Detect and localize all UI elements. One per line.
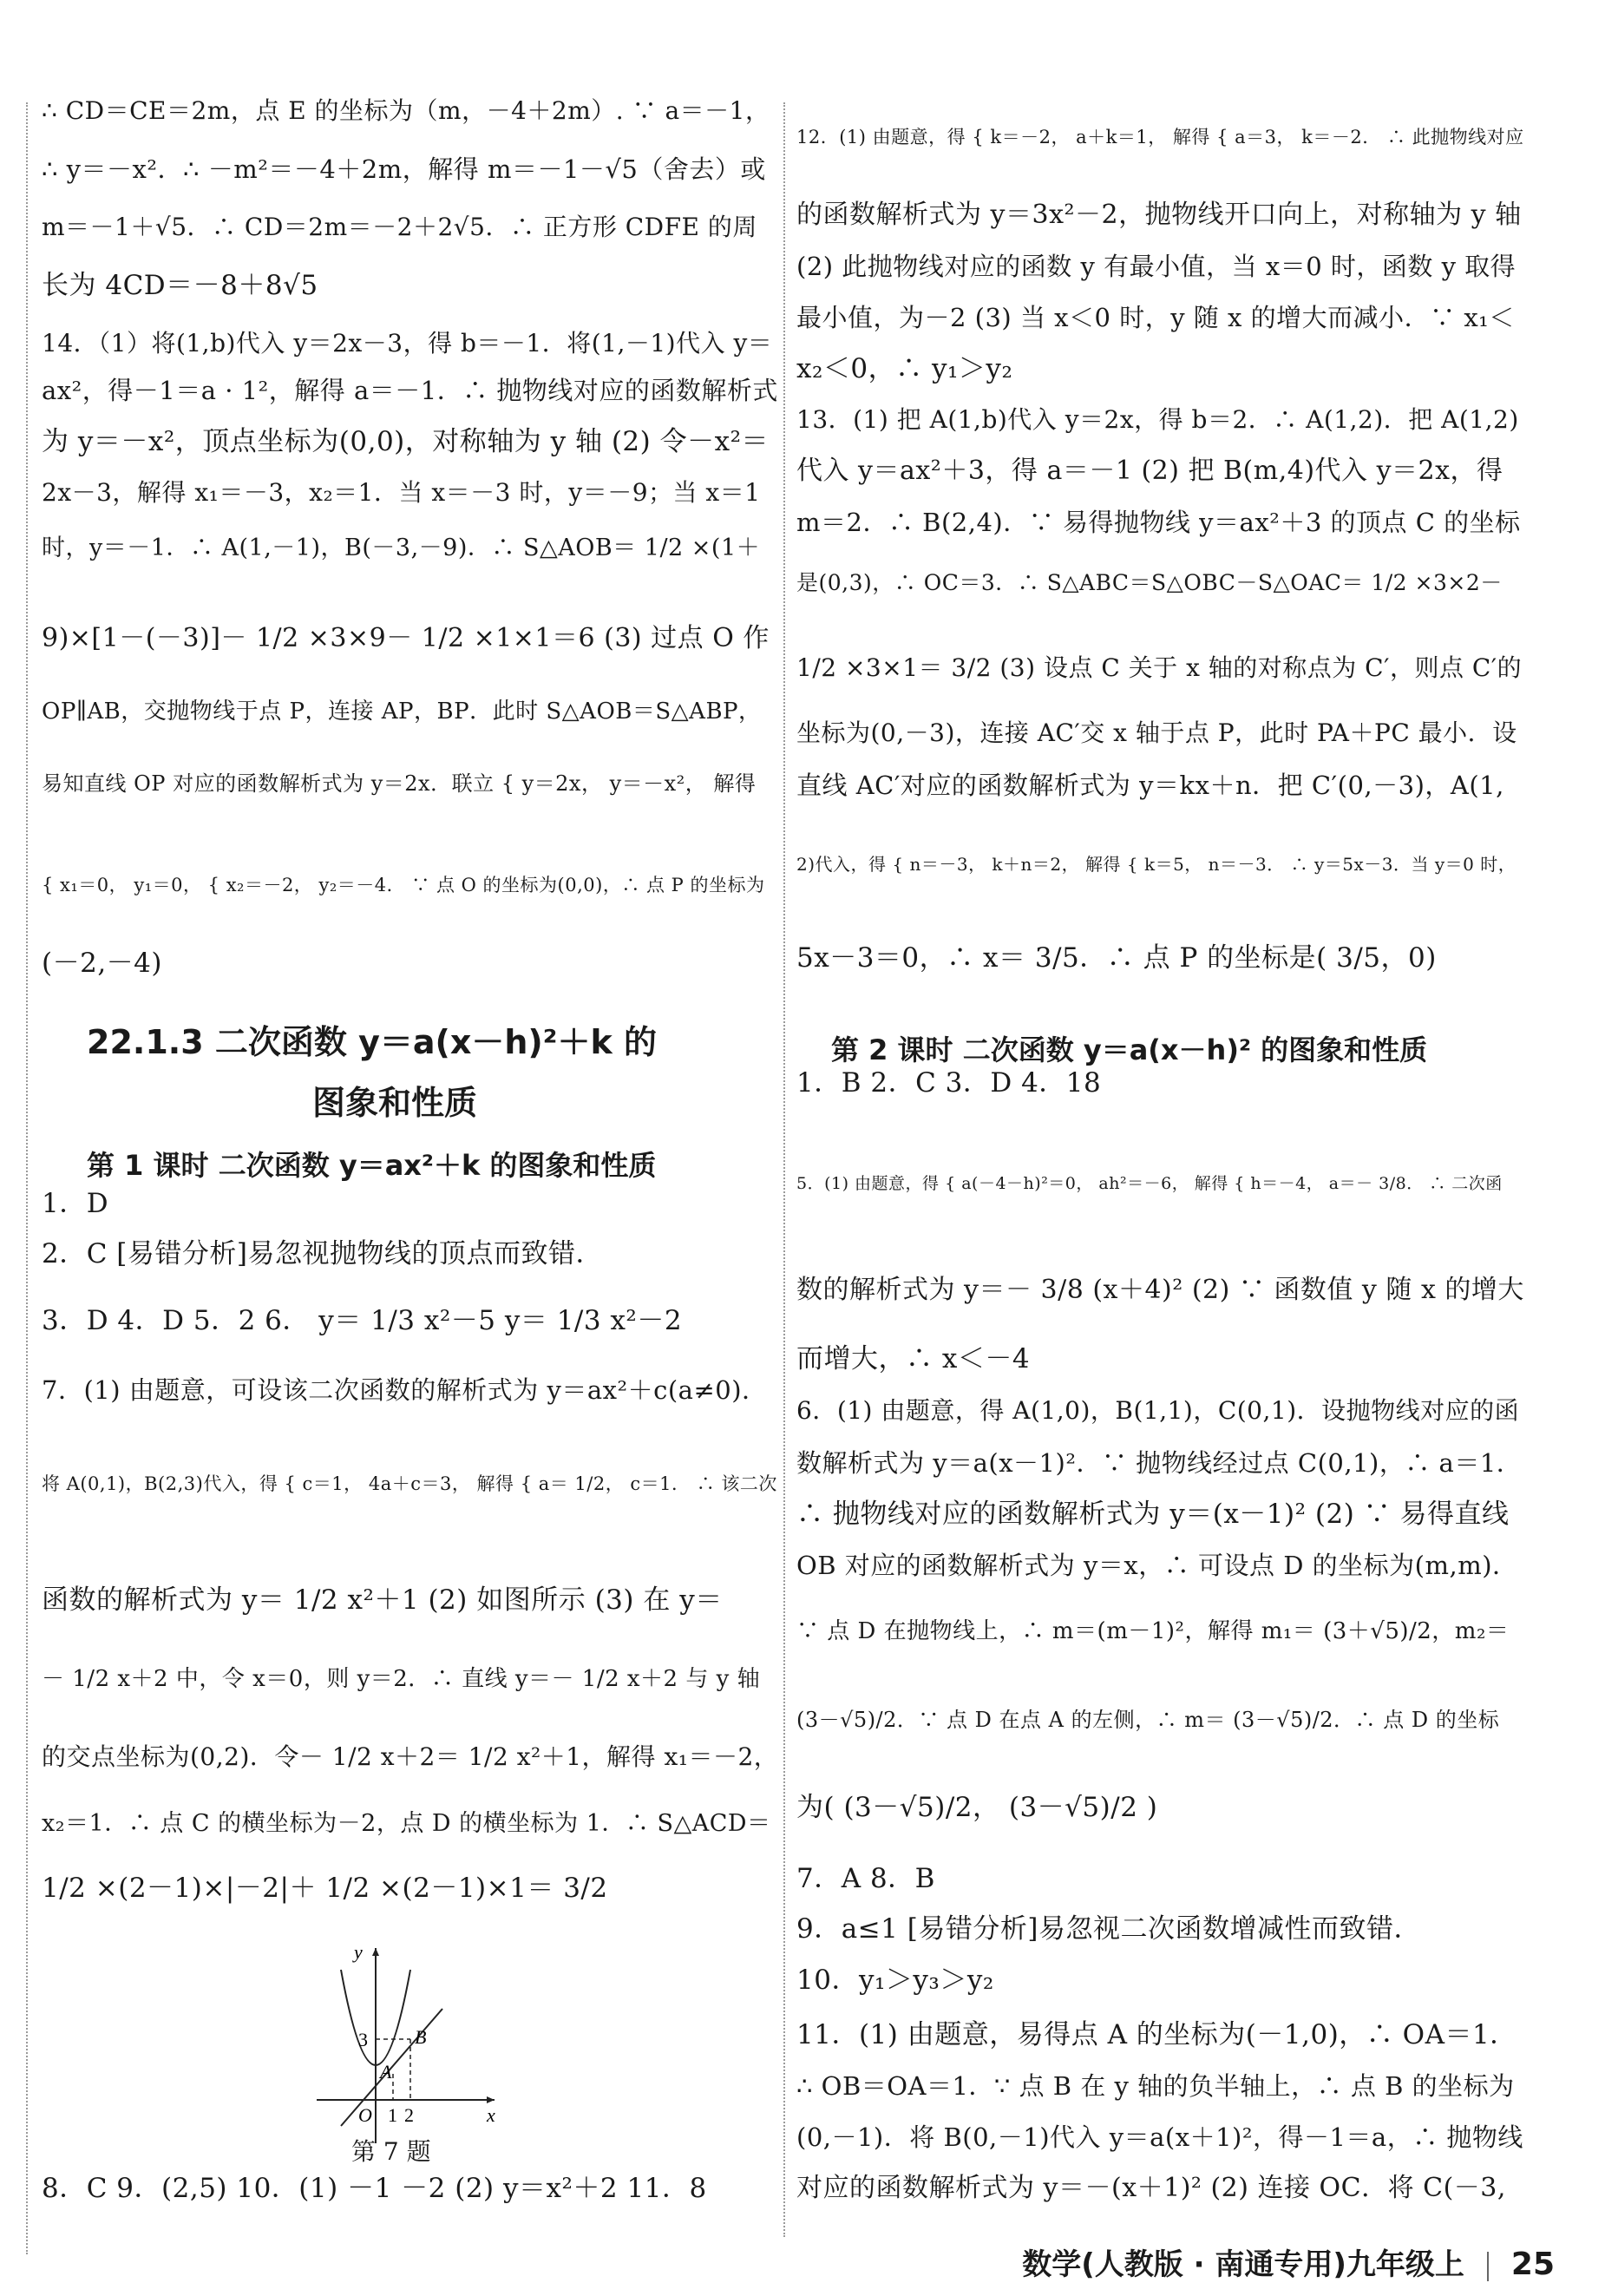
right-text-line: OB 对应的函数解析式为 y＝x，∴ 可设点 D 的坐标为(m,m)．: [796, 1551, 1518, 1580]
right-text-line: 数的解析式为 y＝－ 3/8 (x＋4)² (2) ∵ 函数值 y 随 x 的增大: [796, 1275, 1524, 1305]
left-text-line: 7．(1) 由题意，可设该二次函数的解析式为 y＝ax²＋c(a≠0)．: [42, 1375, 768, 1405]
book-title: 数学(人教版 · 南通专用)九年级上: [1022, 2247, 1464, 2282]
right-text-line: 是(0,3)，∴ OC＝3．∴ S△ABC＝S△OBC－S△OAC＝ 1/2 ×3×2－: [796, 570, 1503, 595]
origin-label: O: [358, 2104, 372, 2126]
right-text-line: 1．B 2．C 3．D 4．18: [796, 1067, 1102, 1099]
page-footer: [1022, 2240, 1555, 2283]
right-text-line: 11．(1) 由题意，易得点 A 的坐标为(－1,0)，∴ OA＝1．: [796, 2019, 1517, 2050]
page-number: 25: [1510, 2247, 1555, 2282]
right-text-line: 最小值，为－2 (3) 当 x＜0 时，y 随 x 的增大而减小．∵ x₁＜: [796, 303, 1515, 332]
left-text-line: ∴ CD＝CE＝2m，点 E 的坐标为（m，－4＋2m）. ∵ a＝－1，: [42, 96, 770, 125]
left-text-line: 将 A(0,1)，B(2,3)代入，得 { c＝1， 4a＋c＝3， 解得 { a＝ 1/2， c＝1． ∴ 该二次: [42, 1473, 777, 1494]
right-text-line: 而增大，∴ x＜－4: [796, 1343, 1031, 1374]
right-text-line: x₂＜0，∴ y₁＞y₂: [796, 353, 1013, 384]
right-text-line: 直线 AC′对应的函数解析式为 y＝kx＋n．把 C′(0,－3)，A(1,: [796, 771, 1504, 800]
left-text-line: 长为 4CD＝－8＋8√5: [42, 270, 318, 301]
right-text-line: 数解析式为 y＝a(x－1)²．∵ 抛物线经过点 C(0,1)，∴ a＝1．: [796, 1448, 1523, 1478]
right-text-line: 2)代入，得 { n＝－3， k＋n＝2， 解得 { k＝5， n＝－3． ∴ y＝5x－3．当 y＝0 时，: [796, 854, 1517, 875]
y-axis-arrow: [372, 1948, 379, 1956]
left-text-line: 为 y＝－x²，顶点坐标为(0,0)，对称轴为 y 轴 (2) 令－x²＝: [42, 426, 770, 457]
right-text-line: (2) 此抛物线对应的函数 y 有最小值，当 x＝0 时，函数 y 取得: [796, 252, 1517, 281]
right-text-line: (0,－1)．将 B(0,－1)代入 y＝a(x＋1)²，得－1＝a，∴ 抛物线: [796, 2122, 1523, 2152]
left-text-line: ax²，得－1＝a · 1²，解得 a＝－1．∴ 抛物线对应的函数解析式: [42, 376, 778, 405]
figure-caption: 第 7 题: [351, 2137, 431, 2166]
right-text-line: 9．a≤1 [易错分析]易忽视二次函数增减性而致错．: [796, 1913, 1421, 1945]
right-text-line: 坐标为(0,－3)，连接 AC′交 x 轴于点 P，此时 PA＋PC 最小．设: [796, 718, 1517, 747]
left-text-line: 3．D 4．D 5．2 6． y＝ 1/3 x²－5 y＝ 1/3 x²－2: [42, 1305, 683, 1336]
right-text-line: 为( (3－√5)/2， (3－√5)/2 ): [796, 1792, 1158, 1823]
tick-2-label: 2: [404, 2104, 414, 2126]
right-text-line: ∴ 抛物线对应的函数解析式为 y＝(x－1)² (2) ∵ 易得直线: [796, 1499, 1510, 1530]
left-text-line: (－2,－4): [42, 948, 162, 979]
left-text-line: x₂＝1．∴ 点 C 的横坐标为－2，点 D 的横坐标为 1．∴ S△ACD＝: [42, 1810, 771, 1837]
right-text-line: (3－√5)/2．∵ 点 D 在点 A 的左侧，∴ m＝ (3－√5)/2．∴ 点 D 的坐标: [796, 1708, 1500, 1732]
left-text-line: 函数的解析式为 y＝ 1/2 x²＋1 (2) 如图所示 (3) 在 y＝: [42, 1584, 723, 1616]
right-text-line: 对应的函数解析式为 y＝－(x＋1)² (2) 连接 OC．将 C(－3,: [796, 2173, 1506, 2203]
lesson-1-title: 第 1 课时 二次函数 y＝ax²＋k 的图象和性质: [87, 1149, 657, 1182]
left-text-line: OP∥AB，交抛物线于点 P，连接 AP，BP．此时 S△AOB＝S△ABP，: [42, 699, 762, 725]
left-text-line: 易知直线 OP 对应的函数解析式为 y＝2x．联立 { y＝2x， y＝－x²， 解得: [42, 771, 757, 796]
left-text-line: 9)×[1－(－3)]－ 1/2 ×3×9－ 1/2 ×1×1＝6 (3) 过点 O 作: [42, 623, 770, 653]
lesson-2-title: 第 2 课时 二次函数 y＝a(x－h)² 的图象和性质: [831, 1033, 1428, 1066]
parabola-figure: [291, 1939, 499, 2148]
section-title-line1: 22.1.3 二次函数 y＝a(x－h)²＋k 的: [87, 1023, 657, 1061]
point-a-label: A: [380, 2061, 392, 2083]
point-b-label: B: [415, 2026, 427, 2048]
right-text-line: ∴ OB＝OA＝1．∵ 点 B 在 y 轴的负半轴上，∴ 点 B 的坐标为: [796, 2071, 1515, 2101]
section-title-line2: 图象和性质: [312, 1084, 478, 1122]
right-text-line: 10．y₁＞y₃＞y₂: [796, 1965, 994, 1996]
right-text-line: 代入 y＝ax²＋3，得 a＝－1 (2) 把 B(m,4)代入 y＝2x，得: [796, 456, 1503, 486]
right-text-line: 13．(1) 把 A(1,b)代入 y＝2x，得 b＝2．∴ A(1,2)．把 A(1,2): [796, 405, 1519, 434]
left-text-line: 14．（1）将(1,b)代入 y＝2x－3，得 b＝－1．将(1,－1)代入 y＝: [42, 329, 773, 358]
parabola-graph: [291, 1939, 499, 2148]
left-text-line: m＝－1＋√5．∴ CD＝2m＝－2＋2√5．∴ 正方形 CDFE 的周: [42, 213, 757, 241]
column-divider: [783, 102, 785, 2237]
right-text-line: ∵ 点 D 在抛物线上，∴ m＝(m－1)²，解得 m₁＝ (3＋√5)/2，m₂＝: [796, 1618, 1510, 1644]
x-axis-arrow: [487, 2096, 495, 2103]
left-text-line: { x₁＝0， y₁＝0， { x₂＝－2， y₂＝－4． ∵ 点 O 的坐标为(0,0)，∴ 点 P 的坐标为: [42, 875, 765, 895]
right-text-line: 7．A 8．B: [796, 1863, 935, 1894]
y-axis-label: y: [354, 1941, 363, 1963]
left-text-line: 2．C [易错分析]易忽视抛物线的顶点而致错．: [42, 1238, 603, 1269]
left-text-line: ∴ y＝－x²．∴ －m²＝－4＋2m，解得 m＝－1－√5（舍去）或: [42, 154, 766, 184]
right-text-line: 12．(1) 由题意，得 { k＝－2， a＋k＝1， 解得 { a＝3， k＝－2． ∴ 此抛物线对应: [796, 127, 1524, 148]
right-text-line: 的函数解析式为 y＝3x²－2，抛物线开口向上，对称轴为 y 轴: [796, 200, 1522, 230]
right-text-line: 6．(1) 由题意，得 A(1,0)，B(1,1)，C(0,1)．设抛物线对应的函: [796, 1396, 1520, 1425]
left-text-line: － 1/2 x＋2 中，令 x＝0，则 y＝2．∴ 直线 y＝－ 1/2 x＋2 与 y 轴: [42, 1666, 761, 1692]
left-text-line: 8．C 9．(2,5) 10．(1) －1 －2 (2) y＝x²＋2 11．8: [42, 2173, 707, 2204]
left-margin-rule: [26, 102, 28, 2254]
left-text-line: 时，y＝－1．∴ A(1,－1)，B(－3,－9)．∴ S△AOB＝ 1/2 ×(1＋: [42, 535, 761, 561]
tick-1-label: 1: [388, 2104, 397, 2126]
x-axis-label: x: [487, 2104, 495, 2126]
footer-separator: [1487, 2252, 1489, 2281]
left-text-line: 2x－3，解得 x₁＝－3，x₂＝1．当 x＝－3 时，y＝－9；当 x＝1: [42, 478, 761, 507]
right-text-line: 1/2 ×3×1＝ 3/2 (3) 设点 C 关于 x 轴的对称点为 C′，则点 C′的: [796, 653, 1523, 682]
right-text-line: m＝2．∴ B(2,4)．∵ 易得抛物线 y＝ax²＋3 的顶点 C 的坐标: [796, 508, 1521, 537]
left-text-line: 的交点坐标为(0,2)．令－ 1/2 x＋2＝ 1/2 x²＋1，解得 x₁＝－2，: [42, 1742, 779, 1771]
right-text-line: 5x－3＝0，∴ x＝ 3/5．∴ 点 P 的坐标是( 3/5，0): [796, 942, 1437, 974]
tick-3-label: 3: [358, 2029, 368, 2050]
left-text-line: 1/2 ×(2－1)×|－2|＋ 1/2 ×(2－1)×1＝ 3/2: [42, 1873, 608, 1904]
left-text-line: 1．D: [42, 1188, 109, 1219]
right-text-line: 5．(1) 由题意，得 { a(－4－h)²＝0， ah²＝－6， 解得 { h＝－4， a＝－ 3/8． ∴ 二次函: [796, 1174, 1503, 1193]
